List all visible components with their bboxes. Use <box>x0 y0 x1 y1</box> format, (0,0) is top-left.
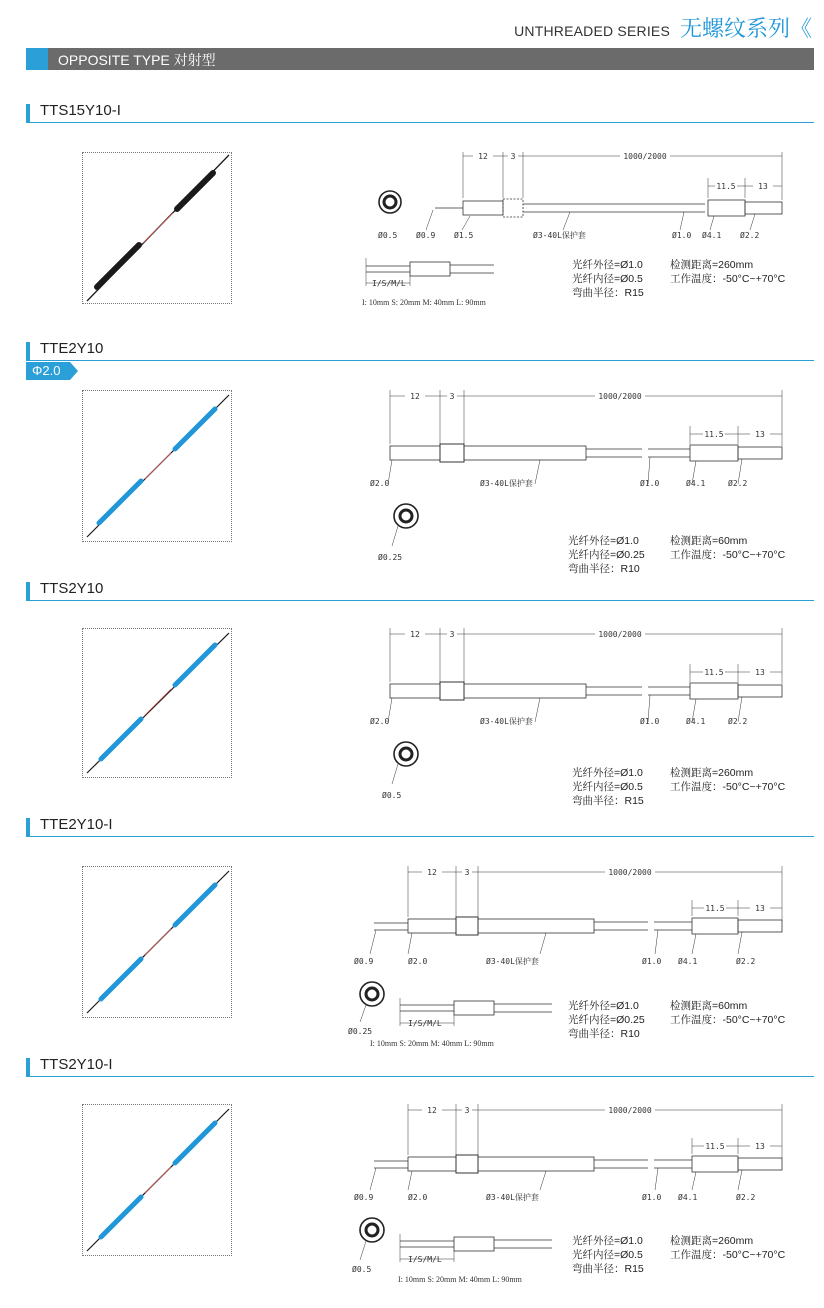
diameter-badge: Φ2.0 <box>26 362 70 380</box>
option-drawing-svg <box>330 254 500 294</box>
dimension-drawing-svg <box>330 150 800 250</box>
label-tip: Ø2.2 <box>736 957 756 966</box>
label-body: Ø4.1 <box>678 957 698 966</box>
end-view-svg <box>330 980 390 1040</box>
spec-outer: 光纤外径=Ø1.0 <box>572 259 643 271</box>
dimension-drawing <box>330 150 800 255</box>
option-code: I/S/M/L <box>408 1019 442 1028</box>
section-title-bar <box>26 342 814 361</box>
spec-temp: 工作温度：-50°C~+70°C <box>670 781 786 793</box>
product-section <box>26 1058 814 1077</box>
end-view <box>330 980 390 1045</box>
label-body: Ø4.1 <box>686 717 706 726</box>
section-title: TTE2Y10-I <box>40 816 113 833</box>
end-view <box>330 1216 390 1283</box>
label-tip: Ø2.2 <box>728 479 748 488</box>
fiber-photo-illustration <box>83 629 231 777</box>
option-code: I/S/M/L <box>372 279 406 288</box>
label-body: Ø4.1 <box>686 479 706 488</box>
dim-3: 3 <box>464 1106 470 1115</box>
type-bar <box>26 48 814 70</box>
product-section <box>26 104 814 123</box>
spec-temp: 工作温度：-50°C~+70°C <box>670 549 786 561</box>
label-left1: Ø0.9 <box>354 957 374 966</box>
spec-distance: 检测距离=260mm <box>670 767 754 779</box>
spec-distance: 检测距离=260mm <box>670 259 754 271</box>
label-end-core: Ø0.5 <box>382 791 402 800</box>
dim-length: 1000/2000 <box>598 392 642 401</box>
section-title: TTS15Y10-I <box>40 102 121 119</box>
spec-distance: 检测距离=60mm <box>670 1000 748 1012</box>
spec-temp: 工作温度：-50°C~+70°C <box>670 273 786 285</box>
spec-temp: 工作温度：-50°C~+70°C <box>670 1014 786 1026</box>
dim-13: 13 <box>755 904 765 913</box>
fiber-photo-illustration <box>83 153 231 303</box>
label-end-core: Ø0.25 <box>378 553 403 562</box>
label-sleeve: Ø3-40L保护套 <box>480 717 533 726</box>
spec-bend: 弯曲半径：R15 <box>572 1263 644 1275</box>
spec-bend: 弯曲半径：R10 <box>568 563 640 575</box>
label-sleeve: Ø3-40L保护套 <box>480 479 533 488</box>
dim-12: 12 <box>410 630 420 639</box>
end-view-svg <box>330 1216 390 1278</box>
dim-13: 13 <box>755 1142 765 1151</box>
label-end-core: Ø0.5 <box>352 1265 372 1274</box>
product-section <box>26 582 814 601</box>
fiber-photo-illustration <box>83 867 231 1017</box>
dimension-drawing-svg <box>330 626 800 726</box>
spec-distance: 检测距离=260mm <box>670 1235 754 1247</box>
dim-3: 3 <box>449 630 455 639</box>
series-title-en: UNTHREADED SERIES <box>514 23 670 39</box>
dim-11-5: 11.5 <box>704 668 724 677</box>
dimension-drawing-svg <box>330 1102 800 1212</box>
series-title-cn: 无螺纹系列《 <box>679 16 812 41</box>
spec-outer: 光纤外径=Ø1.0 <box>568 1000 639 1012</box>
spec-outer: 光纤外径=Ø1.0 <box>572 1235 643 1247</box>
label-fiber: Ø1.0 <box>642 1193 662 1202</box>
dimension-drawing <box>330 864 800 979</box>
spec-bend: 弯曲半径：R10 <box>568 1028 640 1040</box>
label-sleeve: Ø3-40L保护套 <box>486 1193 539 1202</box>
dim-11-5: 11.5 <box>716 182 736 191</box>
dim-12: 12 <box>478 152 488 161</box>
spec-inner: 光纤内径=Ø0.5 <box>572 273 643 285</box>
product-section <box>26 340 814 378</box>
label-body: Ø4.1 <box>702 231 722 240</box>
label-left2: Ø2.0 <box>370 717 390 726</box>
section-title-bar <box>26 818 814 837</box>
product-photo <box>82 152 232 304</box>
end-view <box>330 502 420 569</box>
label-fiber: Ø1.0 <box>642 957 662 966</box>
label-left2: Ø2.0 <box>370 479 390 488</box>
spec-bend: 弯曲半径：R15 <box>572 795 644 807</box>
label-tip: Ø2.2 <box>736 1193 756 1202</box>
section-title-bar <box>26 582 814 601</box>
spec-inner: 光纤内径=Ø0.5 <box>572 781 643 793</box>
dimension-drawing <box>330 1102 800 1217</box>
label-end-core: Ø0.25 <box>348 1027 373 1036</box>
option-code: I/S/M/L <box>408 1255 442 1264</box>
dim-3: 3 <box>510 152 516 161</box>
label-left2: Ø1.5 <box>454 231 474 240</box>
section-title: TTE2Y10 <box>40 340 104 357</box>
label-body: Ø4.1 <box>678 1193 698 1202</box>
dim-11-5: 11.5 <box>704 430 724 439</box>
product-photo <box>82 1104 232 1256</box>
type-bar-label: OPPOSITE TYPE 对射型 <box>58 52 216 68</box>
option-drawing <box>390 1232 560 1277</box>
fiber-photo-illustration <box>83 1105 231 1255</box>
option-drawing-svg <box>390 1232 560 1272</box>
label-tip: Ø2.2 <box>728 717 748 726</box>
spec-distance: 检测距离=60mm <box>670 535 748 547</box>
option-drawing-svg <box>390 996 560 1036</box>
spec-inner: 光纤内径=Ø0.25 <box>568 549 645 561</box>
end-view-svg <box>330 502 420 564</box>
spec-inner: 光纤内径=Ø0.25 <box>568 1014 645 1026</box>
dim-length: 1000/2000 <box>623 152 667 161</box>
section-title-bar <box>26 104 814 123</box>
label-fiber: Ø1.0 <box>672 231 692 240</box>
fiber-photo-illustration <box>83 391 231 541</box>
dim-11-5: 11.5 <box>705 904 725 913</box>
dim-12: 12 <box>410 392 420 401</box>
label-left1: Ø0.9 <box>416 231 436 240</box>
dim-12: 12 <box>427 868 437 877</box>
label-sleeve: Ø3-40L保护套 <box>486 957 539 966</box>
spec-outer: 光纤外径=Ø1.0 <box>568 535 639 547</box>
dim-13: 13 <box>758 182 768 191</box>
option-note: I: 10mm S: 20mm M: 40mm L: 90mm <box>398 1275 522 1284</box>
type-bar-accent <box>26 48 48 70</box>
label-left2: Ø2.0 <box>408 1193 428 1202</box>
option-drawing <box>390 996 560 1041</box>
product-photo <box>82 390 232 542</box>
label-tip: Ø2.2 <box>740 231 760 240</box>
dimension-drawing <box>330 626 800 731</box>
dim-3: 3 <box>449 392 455 401</box>
product-section <box>26 818 814 837</box>
label-fiber: Ø1.0 <box>640 717 660 726</box>
dimension-drawing-svg <box>330 864 800 974</box>
section-title: TTS2Y10-I <box>40 1056 113 1073</box>
section-title-bar <box>26 1058 814 1077</box>
option-note: I: 10mm S: 20mm M: 40mm L: 90mm <box>362 298 486 307</box>
label-end-core: Ø0.5 <box>378 231 398 240</box>
label-fiber: Ø1.0 <box>640 479 660 488</box>
dim-13: 13 <box>755 668 765 677</box>
label-left2: Ø2.0 <box>408 957 428 966</box>
spec-outer: 光纤外径=Ø1.0 <box>572 767 643 779</box>
option-drawing <box>330 254 500 299</box>
end-view-svg <box>330 740 420 802</box>
section-title: TTS2Y10 <box>40 580 104 597</box>
series-header <box>514 12 812 40</box>
dim-11-5: 11.5 <box>705 1142 725 1151</box>
spec-inner: 光纤内径=Ø0.5 <box>572 1249 643 1261</box>
dimension-drawing <box>330 388 800 493</box>
dimension-drawing-svg <box>330 388 800 488</box>
label-sleeve: Ø3-40L保护套 <box>533 231 586 240</box>
product-photo <box>82 628 232 778</box>
dim-length: 1000/2000 <box>608 868 652 877</box>
product-photo <box>82 866 232 1018</box>
spec-bend: 弯曲半径：R15 <box>572 287 644 299</box>
dim-length: 1000/2000 <box>598 630 642 639</box>
spec-temp: 工作温度：-50°C~+70°C <box>670 1249 786 1261</box>
dim-12: 12 <box>427 1106 437 1115</box>
label-left1: Ø0.9 <box>354 1193 374 1202</box>
dim-3: 3 <box>464 868 470 877</box>
option-note: I: 10mm S: 20mm M: 40mm L: 90mm <box>370 1039 494 1048</box>
dim-length: 1000/2000 <box>608 1106 652 1115</box>
end-view <box>330 740 420 807</box>
dim-13: 13 <box>755 430 765 439</box>
